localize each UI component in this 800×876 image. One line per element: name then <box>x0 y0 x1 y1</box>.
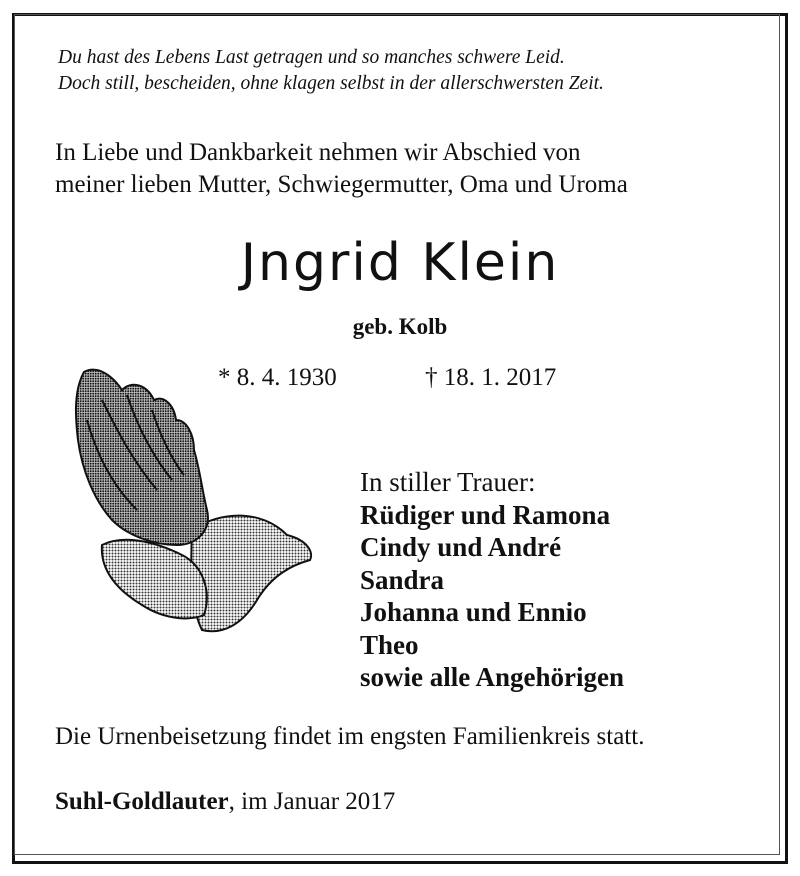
poem <box>58 45 604 97</box>
birth-date: * 8. 4. 1930 <box>218 364 337 391</box>
intro-line-1: In Liebe und Dankbarkeit nehmen wir Abschied von <box>55 139 581 166</box>
mourner-2: Cindy und André <box>360 532 562 562</box>
poem-line-2: Doch still, bescheiden, ohne klagen selbst in der allerschwersten Zeit. <box>58 73 604 94</box>
mourner-6: sowie alle Angehörigen <box>360 662 624 692</box>
intro-text <box>55 137 628 201</box>
mourners-block <box>360 466 624 694</box>
mourners-heading: In stiller Trauer: <box>360 467 536 497</box>
mourner-4: Johanna und Ennio <box>360 597 587 627</box>
intro-line-2: meiner lieben Mutter, Schwiegermutter, Oma und Uroma <box>55 171 628 198</box>
closing-date: , im Januar 2017 <box>228 788 396 815</box>
maiden-name: geb. Kolb <box>352 314 448 339</box>
place-name: Suhl-Goldlauter <box>55 788 229 815</box>
mourner-3: Sandra <box>360 564 445 595</box>
deceased-name: Jngrid Klein <box>240 233 560 293</box>
mourner-1: Rüdiger und Ramona <box>360 499 611 530</box>
poem-line-1: Du hast des Lebens Last getragen und so manches schwere Leid. <box>58 47 565 68</box>
praying-hands-icon <box>72 360 317 645</box>
mourner-5: Theo <box>360 629 419 660</box>
place-date <box>55 788 395 816</box>
burial-notice: Die Urnenbeisetzung findet im engsten Familienkreis statt. <box>55 723 645 750</box>
death-date: † 18. 1. 2017 <box>425 364 557 391</box>
